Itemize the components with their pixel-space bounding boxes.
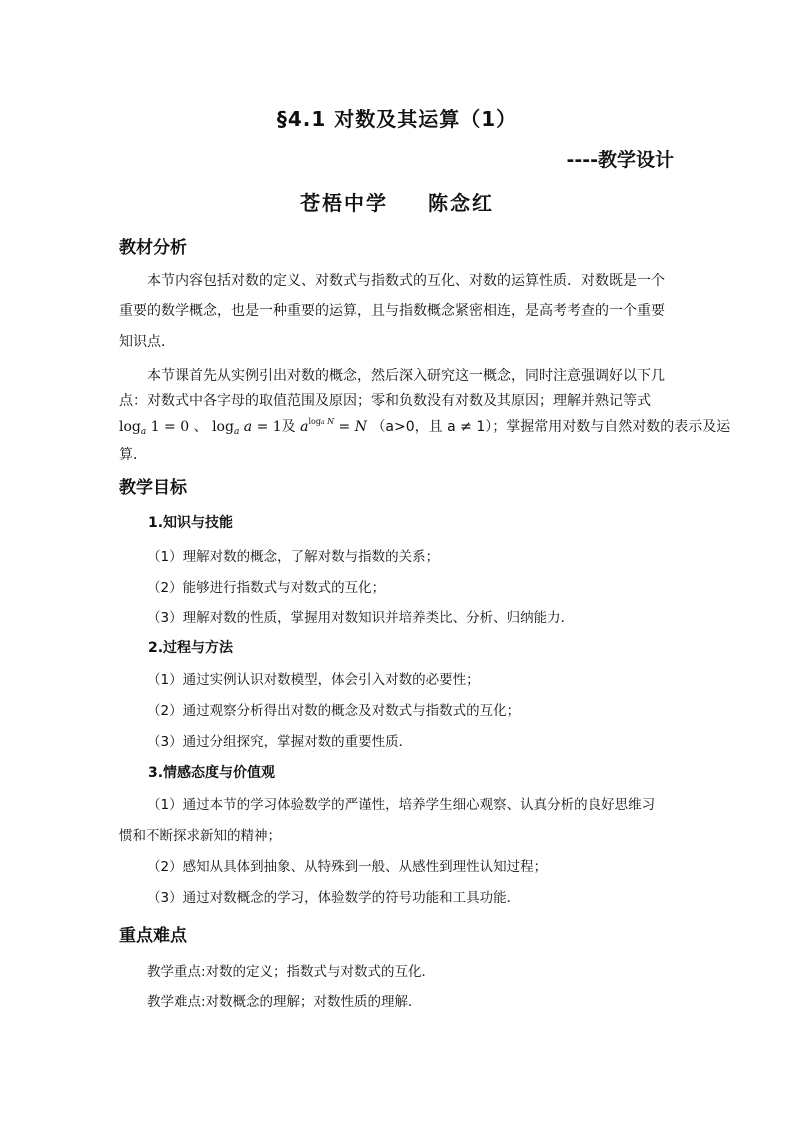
paragraph-line: 本节内容包括对数的定义、对数式与指数式的互化、对数的运算性质．对数既是一个 bbox=[147, 273, 665, 289]
list-item: （2）能够进行指数式与对数式的互化； bbox=[147, 580, 386, 596]
formula-log-one: $\log_a 1 = 0$ bbox=[119, 419, 190, 437]
paragraph-line: 本节课首先从实例引出对数的概念，然后深入研究这一概念，同时注意强调好以下几 bbox=[147, 368, 665, 384]
paragraph-line: 重要的数学概念，也是一种重要的运算，且与指数概念紧密相连，是高考考查的一个重要 bbox=[119, 303, 665, 319]
author-line bbox=[0, 187, 794, 216]
list-item: （1）通过实例认识对数模型，体会引入对数的必要性； bbox=[147, 672, 480, 688]
paragraph-line: 知识点． bbox=[119, 334, 175, 350]
formula-line bbox=[119, 416, 730, 437]
section-heading-goals: 教学目标 bbox=[119, 478, 187, 498]
list-item: （3）通过对数概念的学习，体验数学的符号功能和工具功能． bbox=[147, 890, 521, 906]
list-item: （1）理解对数的概念，了解对数与指数的关系； bbox=[147, 549, 440, 565]
difficulty-line: 教学难点:对数概念的理解；对数性质的理解． bbox=[147, 994, 422, 1010]
subheading-knowledge: 1.知识与技能 bbox=[148, 515, 234, 531]
section-heading-materials: 教材分析 bbox=[119, 238, 187, 258]
list-item: （1）通过本节的学习体验数学的严谨性，培养学生细心观察、认真分析的良好思维习 bbox=[147, 797, 656, 813]
paragraph-line: 点：对数式中各字母的取值范围及原因；零和负数没有对数及其原因；理解并熟记等式 bbox=[119, 393, 651, 409]
list-item-continuation: 惯和不断探求新知的精神； bbox=[119, 828, 281, 844]
list-item: （2）通过观察分析得出对数的概念及对数式与指数式的互化； bbox=[147, 703, 521, 719]
section-heading-keypoints: 重点难点 bbox=[119, 926, 187, 946]
document-subtitle: ----教学设计 bbox=[566, 149, 674, 171]
author-name: 陈念红 bbox=[428, 191, 494, 215]
formula-condition: （a>0，且 a ≠ 1）；掌握常用对数与自然对数的表示及运 bbox=[371, 419, 731, 435]
subheading-emotion: 3.情感态度与价值观 bbox=[148, 765, 276, 781]
formula-identity: $a^{loga N} = N$ bbox=[300, 417, 367, 435]
school-name: 苍梧中学 bbox=[300, 191, 388, 215]
separator: 、 bbox=[193, 419, 208, 435]
list-item: （3）通过分组探究，掌握对数的重要性质． bbox=[147, 734, 413, 750]
paragraph-line: 算． bbox=[119, 447, 147, 463]
formula-log-base: $\log_a a = 1$ bbox=[212, 419, 282, 437]
subheading-process: 2.过程与方法 bbox=[148, 640, 234, 656]
separator: 及 bbox=[281, 419, 296, 435]
document-title: §4.1 对数及其运算（1） bbox=[276, 107, 518, 131]
list-item: （3）理解对数的性质，掌握用对数知识并培养类比、分析、归纳能力． bbox=[147, 610, 575, 626]
keypoint-line: 教学重点:对数的定义；指数式与对数式的互化． bbox=[147, 964, 436, 980]
list-item: （2）感知从具体到抽象、从特殊到一般、从感性到理性认知过程； bbox=[147, 859, 548, 875]
